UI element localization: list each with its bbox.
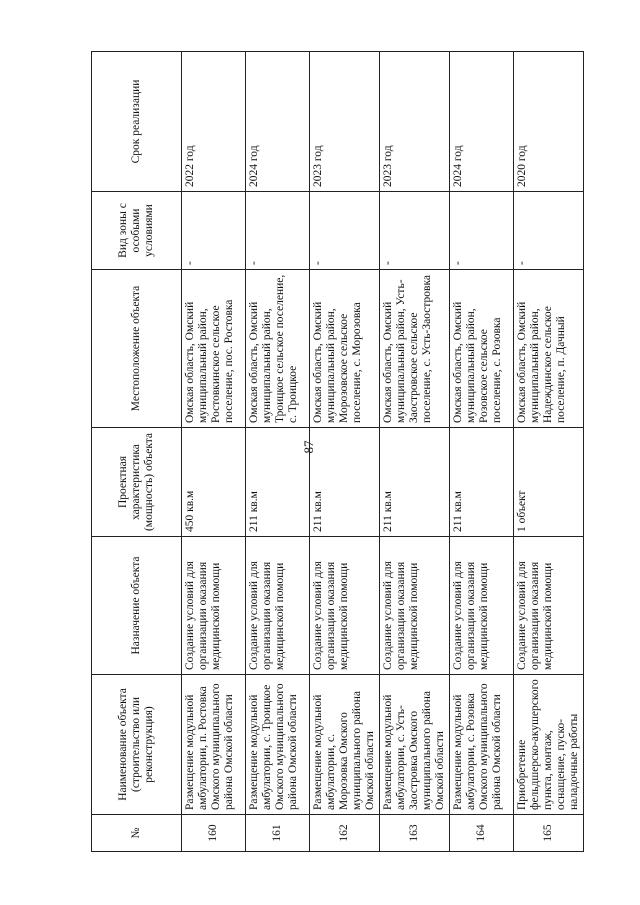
cell-num: 161 [246,815,310,852]
cell-name: Размещение модульной амбулатории, с. Морозовка Омского муниципального района Омской области [310,675,380,815]
table-row [310,52,380,852]
header-capacity: Проектная характеристика (мощность) объекта [92,428,182,537]
cell-name: Размещение модульной амбулатории, с. Розовка Омского муниципального района Омской области [450,675,514,815]
table-row [380,52,450,852]
cell-term: 2023 год [380,52,450,192]
cell-zone: - [310,192,380,270]
cell-capacity: 450 кв.м [182,428,246,537]
table-rotation-frame [91,52,580,852]
cell-capacity: 211 кв.м [450,428,514,537]
cell-location: Омская область, Омский муниципальный район, Морозовское сельское поселение, с. Морозовка [310,270,380,428]
cell-purpose: Создание условий для организации оказания медицинской помощи [182,537,246,675]
cell-zone: - [380,192,450,270]
table-row [246,52,310,852]
cell-num: 165 [514,815,584,852]
cell-term: 2024 год [450,52,514,192]
cell-term: 2024 год [246,52,310,192]
cell-capacity: 211 кв.м [380,428,450,537]
cell-location: Омская область, Омский муниципальный район, Троицкое сельское поселение, с. Троицкое [246,270,310,428]
cell-location: Омская область, Омский муниципальный район, Ростовкинское сельское поселение, пос. Ростовка [182,270,246,428]
cell-num: 163 [380,815,450,852]
cell-name: Размещение модульной амбулатории, с. Усть-Заостровка Омского муниципального района Омской области [380,675,450,815]
page-number: 87 [301,440,316,454]
cell-num: 164 [450,815,514,852]
cell-term: 2022 год [182,52,246,192]
cell-name: Размещение модульной амбулатории, п. Ростовка Омского муниципального района Омской области [182,675,246,815]
cell-term: 2023 год [310,52,380,192]
table-row [182,52,246,852]
table-row [514,52,584,852]
header-purpose: Назначение объекта [92,537,182,675]
cell-zone: - [246,192,310,270]
cell-purpose: Создание условий для организации оказания медицинской помощи [310,537,380,675]
cell-num: 162 [310,815,380,852]
objects-table [91,51,584,852]
cell-capacity: 211 кв.м [246,428,310,537]
cell-location: Омская область, Омский муниципальный район, Усть-Заостровское сельское поселение, с. Усть-Заостровка [380,270,450,428]
cell-location: Омская область, Омский муниципальный район, Надеждинское сельское поселение, п. Дачный [514,270,584,428]
cell-zone: - [450,192,514,270]
cell-capacity: 211 кв.м [310,428,380,537]
cell-zone: - [514,192,584,270]
cell-capacity: 1 объект [514,428,584,537]
cell-purpose: Создание условий для организации оказания медицинской помощи [380,537,450,675]
table-row [450,52,514,852]
header-name: Наименование объекта (строительство или реконструкция) [92,675,182,815]
cell-num: 160 [182,815,246,852]
cell-zone: - [182,192,246,270]
cell-name: Приобретение фельдшерско-акушерского пункта, монтаж, оснащение, пуско-наладочные работы [514,675,584,815]
table-header-row [92,52,182,852]
cell-purpose: Создание условий для организации оказания медицинской помощи [514,537,584,675]
cell-location: Омская область, Омский муниципальный район, Розовское сельское поселение, с. Розовка [450,270,514,428]
cell-name: Размещение модульной амбулатории, с. Троицкое Омского муниципального района Омской области [246,675,310,815]
header-zone: Вид зоны с особыми условиями [92,192,182,270]
cell-purpose: Создание условий для организации оказания медицинской помощи [246,537,310,675]
cell-term: 2020 год [514,52,584,192]
header-term: Срок реализации [92,52,182,192]
header-location: Местоположение объекта [92,270,182,428]
cell-purpose: Создание условий для организации оказания медицинской помощи [450,537,514,675]
header-num: № [92,815,182,852]
